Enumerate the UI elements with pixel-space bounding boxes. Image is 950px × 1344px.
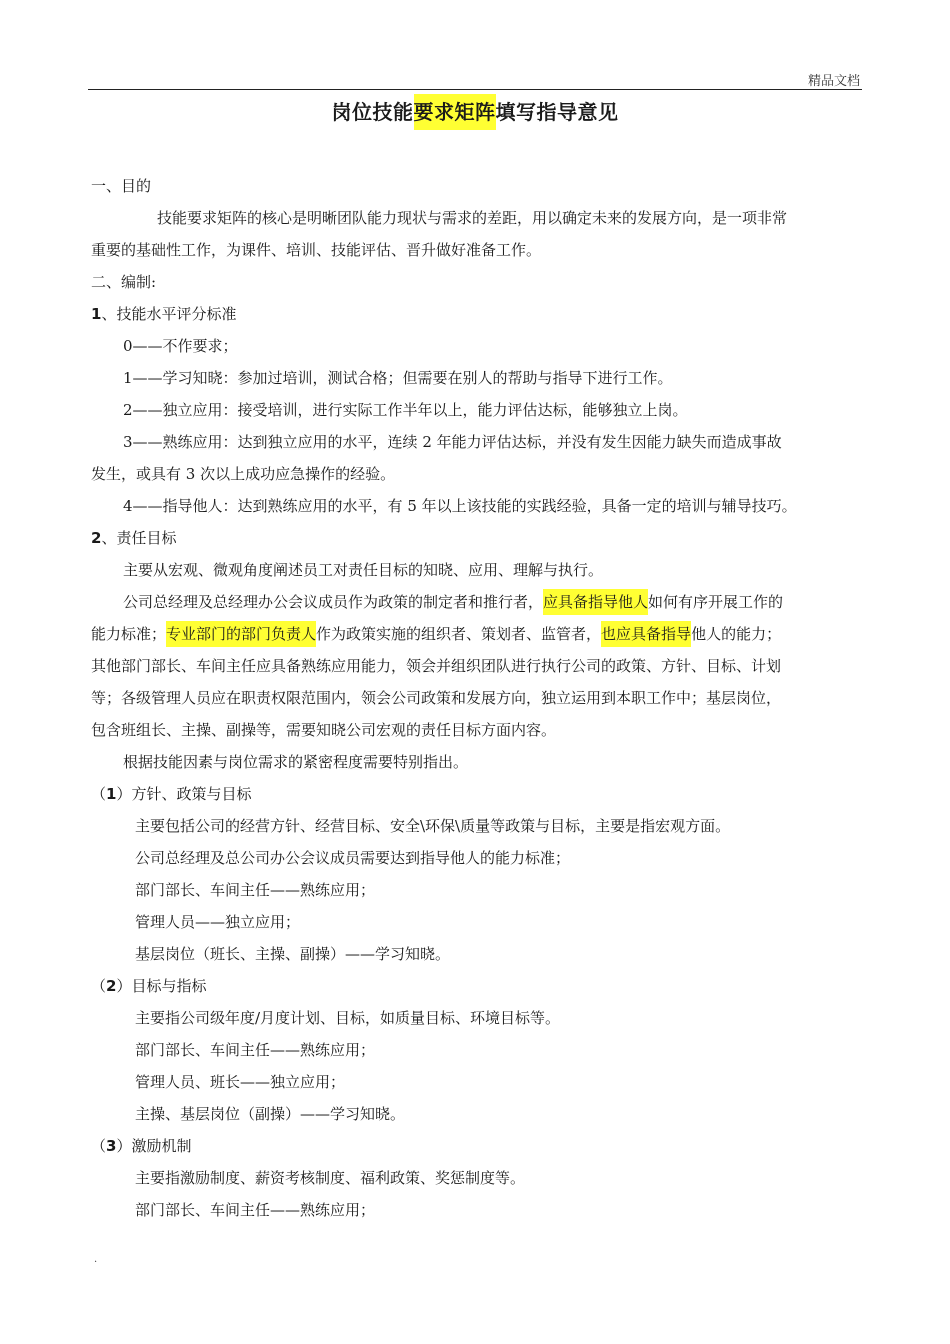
level-0: 0——不作要求； xyxy=(123,337,238,355)
subsection-number: 2 xyxy=(91,529,102,547)
page-header-label: 精品文档 xyxy=(807,74,860,89)
subsection-title: 、责任目标 xyxy=(101,529,177,547)
level-3-line-1: 3——熟练应用：达到独立应用的水平，连续 2 年能力评估达标，并没有发生因能力缺失而造成事故 xyxy=(123,433,782,451)
policy-line-3: 部门部长、车间主任——熟练应用； xyxy=(135,881,376,899)
item-number: 3 xyxy=(106,1137,117,1155)
item-title: 目标与指标 xyxy=(131,977,207,995)
title-suffix: 填写指导意见 xyxy=(495,100,619,124)
section-heading-purpose: 一、目的 xyxy=(91,177,152,195)
targets-line-3: 管理人员、班长——独立应用； xyxy=(135,1073,346,1091)
responsibility-paragraph-1: 主要从宏观、微观角度阐述员工对责任目标的知晓、应用、理解与执行。 xyxy=(123,561,604,579)
section-heading-compile: 二、编制: xyxy=(91,273,157,291)
targets-line-4: 主操、基层岗位（副操）——学习知晓。 xyxy=(135,1105,406,1123)
text-run: 如何有序开展工作的 xyxy=(648,593,784,611)
responsibility-paragraph-2-line-5: 包含班组长、主操、副操等，需要知晓公司宏观的责任目标方面内容。 xyxy=(91,721,557,739)
highlight-also-guide: 也应具备指导 xyxy=(601,621,691,647)
policy-line-5: 基层岗位（班长、主操、副操）——学习知晓。 xyxy=(135,945,451,963)
document-body xyxy=(91,174,861,1230)
item-title: 方针、政策与目标 xyxy=(131,785,252,803)
policy-line-4: 管理人员——独立应用； xyxy=(135,913,301,931)
responsibility-paragraph-2-line-1 xyxy=(91,590,861,622)
title-highlight: 要求矩阵 xyxy=(414,94,496,130)
level-1: 1——学习知晓：参加过培训，测试合格；但需要在别人的帮助与指导下进行工作。 xyxy=(123,369,673,387)
purpose-paragraph-line-1: 技能要求矩阵的核心是明晰团队能力现状与需求的差距，用以确定未来的发展方向，是一项非常 xyxy=(157,209,788,227)
item-number: 2 xyxy=(106,977,117,995)
policy-line-2: 公司总经理及总公司办公会议成员需要达到指导他人的能力标准； xyxy=(135,849,571,867)
title-prefix: 岗位技能 xyxy=(331,100,414,124)
text-run: 他人的能力； xyxy=(691,625,782,643)
document-title xyxy=(0,96,950,125)
targets-line-2: 部门部长、车间主任——熟练应用； xyxy=(135,1041,376,1059)
item-heading-policy: （1）方针、政策与目标 xyxy=(91,785,252,803)
item-title: 激励机制 xyxy=(131,1137,192,1155)
level-4: 4——指导他人：达到熟练应用的水平，有 5 年以上该技能的实践经验，具备一定的培训与辅导技巧。 xyxy=(123,497,797,515)
responsibility-paragraph-2-line-2 xyxy=(91,622,861,654)
responsibility-paragraph-2-line-4: 等；各级管理人员应在职责权限范围内，领会公司政策和发展方向，独立运用到本职工作中；基层岗位， xyxy=(91,689,782,707)
highlight-guide-others: 应具备指导他人 xyxy=(543,589,648,615)
incentive-line-2: 部门部长、车间主任——熟练应用； xyxy=(135,1201,376,1219)
subsection-heading-skill-levels xyxy=(91,302,861,334)
responsibility-paragraph-2-line-3: 其他部门部长、车间主任应具备熟练应用能力，领会并组织团队进行执行公司的政策、方针、目标、计划 xyxy=(91,657,782,675)
item-heading-targets: （2）目标与指标 xyxy=(91,977,207,995)
text-run: 公司总经理及总经理办公会议成员作为政策的制定者和推行者， xyxy=(123,593,544,611)
item-number: 1 xyxy=(106,785,117,803)
targets-line-1: 主要指公司级年度/月度计划、目标，如质量目标、环境目标等。 xyxy=(135,1009,561,1027)
purpose-paragraph-line-2: 重要的基础性工作，为课件、培训、技能评估、晋升做好准备工作。 xyxy=(91,241,542,259)
subsection-heading-responsibility xyxy=(91,526,861,558)
responsibility-paragraph-3: 根据技能因素与岗位需求的紧密程度需要特别指出。 xyxy=(123,753,469,771)
subsection-number: 1 xyxy=(91,305,102,323)
level-2: 2——独立应用：接受培训，进行实际工作半年以上，能力评估达标，能够独立上岗。 xyxy=(123,401,688,419)
header-divider xyxy=(88,89,862,90)
text-run: 能力标准； xyxy=(91,625,167,643)
level-3-line-2: 发生，或具有 3 次以上成功应急操作的经验。 xyxy=(91,465,396,483)
highlight-department-head: 专业部门的部门负责人 xyxy=(166,621,316,647)
footer-mark: . xyxy=(94,1254,98,1265)
text-run: 作为政策实施的组织者、策划者、监管者， xyxy=(316,625,602,643)
incentive-line-1: 主要指激励制度、薪资考核制度、福利政策、奖惩制度等。 xyxy=(135,1169,526,1187)
subsection-title: 、技能水平评分标准 xyxy=(101,305,237,323)
policy-line-1: 主要包括公司的经营方针、经营目标、安全\环保\质量等政策与目标，主要是指宏观方面。 xyxy=(135,817,731,835)
item-heading-incentive: （3）激励机制 xyxy=(91,1137,192,1155)
